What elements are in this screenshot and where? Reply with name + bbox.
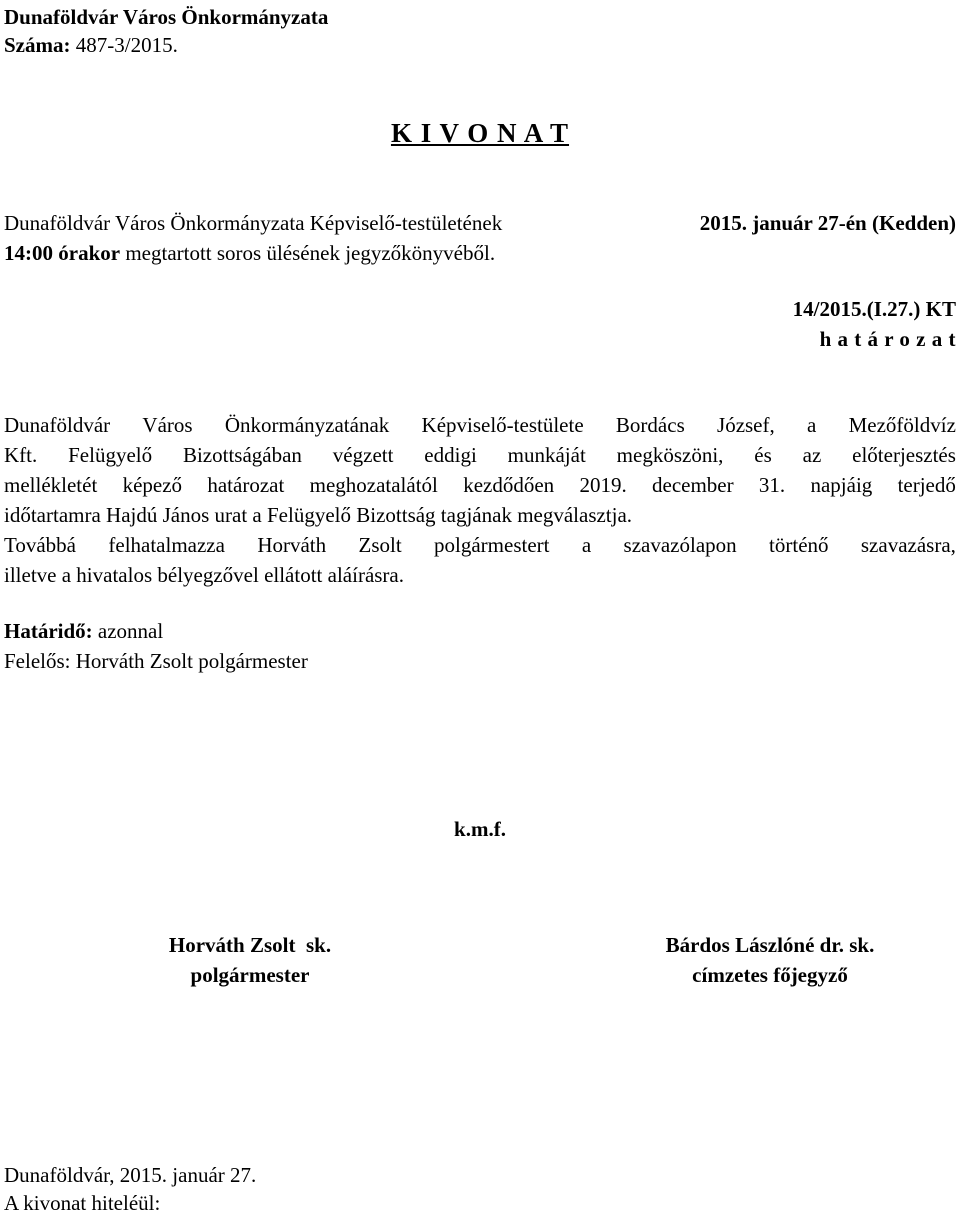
- word: polgármestert: [434, 533, 550, 557]
- word: szavazólapon: [623, 533, 737, 557]
- resolution-number: [793, 296, 956, 322]
- word: eddigi: [424, 443, 477, 467]
- word: Továbbá: [4, 533, 77, 557]
- word: december: [652, 473, 734, 497]
- word: mellékletét: [4, 473, 98, 497]
- body-line-3-text: [4, 472, 956, 498]
- signature-right-name: Bárdos Lászlóné dr. sk.: [665, 933, 875, 957]
- intro-line-1-b: 2015. január 27-én (Kedden): [699, 211, 956, 235]
- word: az: [802, 443, 822, 467]
- intro-line-2: [4, 240, 495, 266]
- word: képező: [122, 473, 183, 497]
- body-line-5: [4, 532, 956, 558]
- word: Felügyelő: [68, 443, 153, 467]
- word: Dunaföldvár: [4, 413, 111, 437]
- word: Kft.: [4, 443, 38, 467]
- word: Mezőföldvíz: [848, 413, 956, 437]
- resolution-number-suffix: ) KT: [913, 297, 956, 321]
- deadline-value: azonnal: [97, 619, 164, 643]
- word: előterjesztés: [852, 443, 956, 467]
- place-and-date: Dunaföldvár, 2015. január 27.: [4, 1163, 257, 1187]
- intro-line-1-a: Dunaföldvár Város Önkormányzata Képviselő-testületének: [4, 211, 503, 235]
- word: napjáig: [810, 473, 873, 497]
- deadline: [4, 618, 163, 644]
- deadline-label: Határidő:: [4, 619, 93, 643]
- word: végzett: [332, 443, 394, 467]
- body-line-2-text: [4, 442, 956, 468]
- word: felhatalmazza: [108, 533, 225, 557]
- word: kezdődően: [463, 473, 555, 497]
- responsible-person: Felelős: Horváth Zsolt polgármester: [4, 649, 308, 673]
- intro-line-1: [4, 210, 956, 236]
- word: József,: [717, 413, 775, 437]
- signature-left-title: polgármester: [190, 963, 310, 987]
- word: munkáját: [507, 443, 586, 467]
- document-number: [4, 32, 178, 58]
- word: 31.: [758, 473, 786, 497]
- word: Város: [142, 413, 193, 437]
- document-number-value: 487-3/2015.: [75, 33, 178, 57]
- word: a: [807, 413, 817, 437]
- body-line-4: időtartamra Hajdú János urat a Felügyelő Bizottság tagjának megválasztja.: [4, 503, 633, 527]
- word: történő: [769, 533, 829, 557]
- word: Bordács: [615, 413, 685, 437]
- intro-line-2-a: 14:00 órakor: [4, 241, 121, 265]
- kmf-mark: k.m.f.: [454, 817, 506, 841]
- word: Képviselő-testülete: [421, 413, 584, 437]
- document-title: K I V O N A T: [390, 118, 570, 148]
- signature-left-name: Horváth Zsolt sk.: [168, 933, 332, 957]
- body-line-3: [4, 472, 956, 498]
- body-line-2: [4, 442, 956, 468]
- word: Bizottságában: [182, 443, 302, 467]
- word: 2019.: [579, 473, 627, 497]
- word: meghozatalától: [309, 473, 438, 497]
- resolution-number-main: 14/2015.(I.27.: [792, 297, 914, 321]
- intro-line-2-b: megtartott soros ülésének jegyzőkönyvéből.: [125, 241, 496, 265]
- word: Horváth: [257, 533, 327, 557]
- organization-name: Dunaföldvár Város Önkormányzata: [4, 5, 329, 29]
- body-line-1-text: [4, 412, 956, 438]
- word: terjedő: [897, 473, 956, 497]
- body-line-6: illetve a hivatalos bélyegzővel ellátott aláírásra.: [4, 563, 404, 587]
- word: Önkormányzatának: [224, 413, 390, 437]
- word: és: [754, 443, 772, 467]
- document-number-label: Száma:: [4, 33, 71, 57]
- resolution-label: h a t á r o z a t: [819, 327, 956, 351]
- word: megköszöni,: [616, 443, 724, 467]
- certification-label: A kivonat hiteléül:: [4, 1191, 161, 1215]
- word: határozat: [207, 473, 285, 497]
- body-line-5-text: [4, 532, 956, 558]
- word: Zsolt: [358, 533, 402, 557]
- word: szavazásra,: [860, 533, 956, 557]
- word: a: [581, 533, 592, 557]
- signature-right-title: címzetes főjegyző: [692, 963, 848, 987]
- body-line-1: [4, 412, 956, 438]
